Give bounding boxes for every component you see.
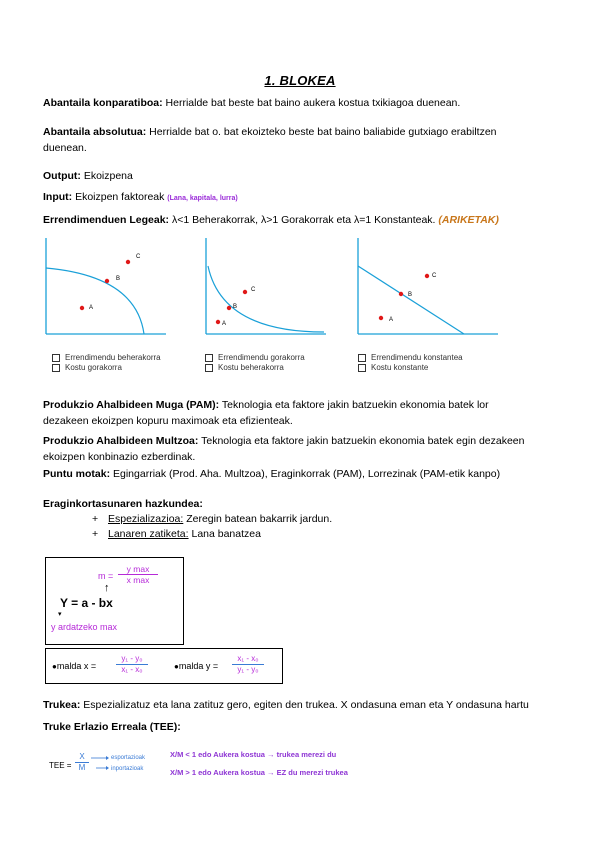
imports-note: inportazioak <box>111 766 144 772</box>
definition-text: Ekoizpen faktoreak <box>72 191 168 203</box>
slope-y-label: malda y = <box>178 661 219 671</box>
legend-text: Kostu gorakorra <box>65 363 122 372</box>
definition-text: Ekoizpena <box>80 170 133 182</box>
label-a: A <box>89 305 94 311</box>
definition-text-cont: ekoizpen konbinazio ezberdinak. <box>43 451 196 463</box>
label-b: B <box>116 276 121 282</box>
point-a <box>216 320 220 324</box>
section-eraginkortasuna-heading <box>43 496 563 512</box>
definition-text: Teknologia eta faktore jakin batzuekin ekonomia batek lor <box>219 399 489 411</box>
slope-x-formula <box>52 661 96 671</box>
label-b: B <box>408 292 413 298</box>
point-c <box>425 274 429 278</box>
label-c: C <box>136 254 141 260</box>
legend-item <box>205 353 305 363</box>
arrow-down-icon: ▾ <box>58 611 62 618</box>
definition-pam <box>43 397 563 429</box>
slope-y-numerator: x₁ - x₀ <box>237 654 259 663</box>
tee-numerator: X <box>79 752 85 761</box>
item-text: Lana banatzea <box>188 528 261 540</box>
list-item <box>92 512 332 527</box>
arrow-head <box>106 766 109 770</box>
definition-input <box>43 189 563 207</box>
term: Trukea: <box>43 699 81 711</box>
slope-x-fraction <box>116 654 148 675</box>
slope-x-numerator: y₁ - y₀ <box>121 654 143 663</box>
slope-x-denominator: x₁ - x₀ <box>116 664 148 675</box>
slope-label: m = <box>98 571 114 581</box>
term: Espezializazioa: <box>108 513 184 525</box>
legend-item <box>358 363 463 373</box>
ppf-chart-linear <box>352 236 502 342</box>
tee-rule-1: X/M < 1 edo Aukera kostua → trukea merezi du <box>170 750 337 759</box>
definition-text: Teknologia eta faktore jakin batzuekin ekonomia batek egin dezakeen <box>198 435 525 447</box>
heading-text: Eraginkortasunaren hazkundea: <box>43 498 203 510</box>
term: Errendimenduen Legeak: <box>43 214 170 226</box>
legend-text: Errendimendu gorakorra <box>218 353 305 362</box>
slope-denominator: x max <box>118 574 158 585</box>
slope-formulas-box <box>45 648 283 684</box>
legend-text: Errendimendu konstantea <box>371 353 463 362</box>
point-b <box>105 279 109 283</box>
arrow-head <box>106 756 109 760</box>
slope-numerator: y max <box>126 564 150 574</box>
term: Produkzio Ahalbideen Muga (PAM): <box>43 399 220 411</box>
ppf-curve <box>46 268 144 334</box>
page-title: 1. BLOKEA <box>264 73 336 88</box>
chart-legend-2 <box>205 353 305 373</box>
checkbox-icon <box>358 364 366 372</box>
plus-icon: + <box>92 528 99 540</box>
ppf-chart-convex <box>200 236 330 342</box>
definition-output <box>43 168 563 184</box>
slope-y-formula <box>174 661 218 671</box>
definition-puntu-motak <box>43 466 563 482</box>
definition-text-cont: dezakeen ekoizpen kopuru maximoak eta efizienteak. <box>43 415 293 427</box>
tee-denominator: M <box>75 762 89 773</box>
ppf-line <box>358 266 464 334</box>
definition-trukea <box>43 697 563 713</box>
equation-main: Y = a - bx <box>60 596 113 610</box>
definition-text: λ<1 Beherakorrak, λ>1 Gorakorrak eta λ=1 Konstanteak. <box>169 214 439 226</box>
legend-text: Kostu konstante <box>371 363 429 372</box>
definition-text: Herrialde bat o. bat ekoizteko beste bat baino baliabide gutxiago erabiltzen <box>146 126 497 138</box>
tee-rule-2: X/M > 1 edo Aukera kostua → EZ du merezi trukea <box>170 768 348 777</box>
definition-errendimenduen-legeak <box>43 212 563 228</box>
definition-multzoa <box>43 433 563 465</box>
label-c: C <box>432 273 437 279</box>
item-text: Zeregin batean bakarrik jardun. <box>183 513 333 525</box>
ariketak-highlight: (ARIKETAK) <box>438 214 499 226</box>
point-a <box>379 316 383 320</box>
label-c: C <box>251 287 256 293</box>
plus-icon: + <box>92 513 99 525</box>
linear-equation-box <box>45 557 184 645</box>
term: Abantaila konparatiboa: <box>43 97 163 109</box>
legend-item <box>205 363 305 373</box>
point-c <box>243 290 247 294</box>
definition-text: Herrialde bat beste bat baino aukera kostua txikiagoa duenean. <box>162 97 461 109</box>
label-a: A <box>222 321 227 327</box>
checkbox-icon <box>52 364 60 372</box>
definition-abantaila-konparatiboa <box>43 95 563 111</box>
arrow-up-icon: ↑ <box>104 582 110 594</box>
legend-item <box>52 353 161 363</box>
slope-fraction <box>118 564 158 585</box>
checkbox-icon <box>52 354 60 362</box>
legend-item <box>358 353 463 363</box>
term: Input: <box>43 191 73 203</box>
section-tee-heading <box>43 719 563 735</box>
slope-y-denominator: y₁ - y₀ <box>232 664 264 675</box>
definition-text: Egingarriak (Prod. Aha. Multzoa), Eraginkorrak (PAM), Lorrezinak (PAM-etik kanpo) <box>110 468 501 480</box>
checkbox-icon <box>358 354 366 362</box>
tee-fraction <box>75 752 89 773</box>
definition-text-cont: duenean. <box>43 142 87 154</box>
label-a: A <box>389 317 394 323</box>
intercept-label: y ardatzeko max <box>51 622 118 632</box>
ppf-chart-concave <box>40 236 170 342</box>
definition-text: Espezializatuz eta lana zatituz gero, egiten den trukea. X ondasuna eman eta Y ondasuna hartu <box>80 699 529 711</box>
slope-y-fraction <box>232 654 264 675</box>
chart-legend-3 <box>358 353 463 373</box>
input-note: (Lana, kapitala, lurra) <box>167 195 238 202</box>
point-b <box>227 306 231 310</box>
point-c <box>126 260 130 264</box>
term: Produkzio Ahalbideen Multzoa: <box>43 435 199 447</box>
term: Lanaren zatiketa: <box>108 528 189 540</box>
legend-text: Kostu beherakorra <box>218 363 284 372</box>
legend-text: Errendimendu beherakorra <box>65 353 161 362</box>
term: Puntu motak: <box>43 468 111 480</box>
term: Output: <box>43 170 81 182</box>
checkbox-icon <box>205 354 213 362</box>
label-b: B <box>233 304 238 310</box>
tee-arrows <box>90 754 110 774</box>
term: Abantaila absolutua: <box>43 126 147 138</box>
heading-text: Truke Erlazio Erreala (TEE): <box>43 721 181 733</box>
definition-abantaila-absolutua <box>43 124 563 156</box>
tee-lhs: TEE = <box>49 761 72 770</box>
checkbox-icon <box>205 364 213 372</box>
tee-notes <box>111 753 145 775</box>
point-a <box>80 306 84 310</box>
chart-legend-1 <box>52 353 161 373</box>
list-item <box>92 527 261 542</box>
bullet-icon: ● <box>174 662 179 671</box>
slope-x-label: malda x = <box>56 661 97 671</box>
exports-note: esportazioak <box>111 755 146 761</box>
point-b <box>399 292 403 296</box>
bullet-icon: ● <box>52 662 57 671</box>
legend-item <box>52 363 161 373</box>
